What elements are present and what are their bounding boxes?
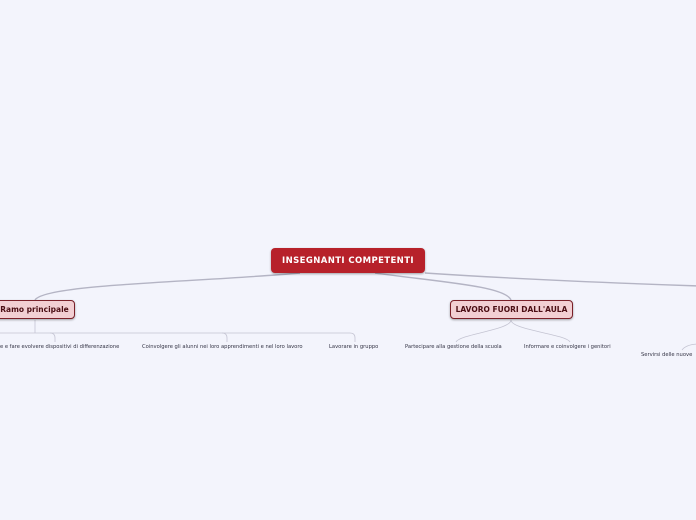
connector-right-child-2 <box>511 320 570 342</box>
root-node[interactable] <box>271 248 425 273</box>
connector-left-child-2 <box>222 333 227 342</box>
connector-right-child-1 <box>456 320 511 342</box>
connector-offscreen-child <box>682 344 696 350</box>
leaf-node-nuove-tecnologie[interactable]: Servirsi delle nuove <box>641 352 693 358</box>
branch-node-label: Ramo principale <box>0 305 69 314</box>
leaf-node-coinvolgere-alunni[interactable]: Coinvolgere gli alunni nei loro apprendimenti e nel loro lavoro <box>142 344 303 350</box>
connector-root-to-offscreen-branch <box>425 273 696 286</box>
root-node-label: INSEGNANTI COMPETENTI <box>282 255 414 266</box>
connector-left-bus <box>35 333 355 342</box>
branch-node-label: LAVORO FUORI DALL'AULA <box>455 305 568 314</box>
connector-left-child-1 <box>50 333 55 342</box>
connector-root-to-left-branch <box>35 273 300 300</box>
leaf-node-gestione-scuola[interactable]: Partecipare alla gestione della scuola <box>405 344 502 350</box>
leaf-node-coinvolgere-genitori[interactable]: Informare e coinvolgere i genitori <box>524 344 611 350</box>
branch-node-main[interactable] <box>0 300 75 319</box>
branch-node-lavoro-fuori-aula[interactable] <box>450 300 573 319</box>
leaf-node-lavorare-gruppo[interactable]: Lavorare in gruppo <box>329 344 379 350</box>
leaf-node-differenziazione[interactable]: e e fare evolvere dispositivi di differenzazione <box>0 344 120 350</box>
